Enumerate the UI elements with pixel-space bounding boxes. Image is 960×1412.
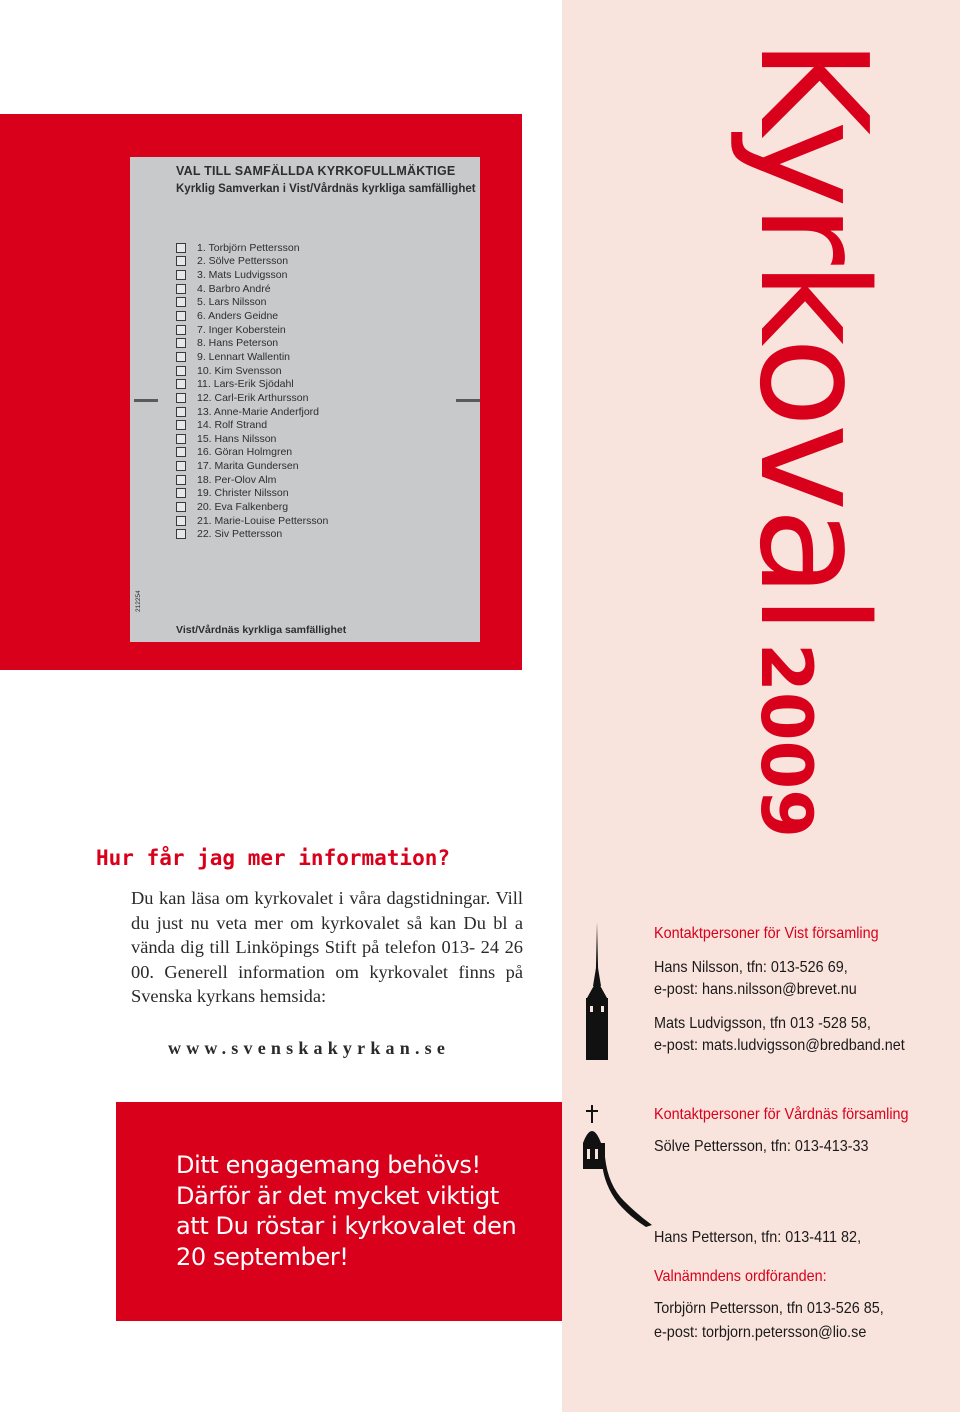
candidate-item: 3. Mats Ludvigsson xyxy=(176,268,328,282)
checkbox-icon xyxy=(176,420,186,430)
ballot-code: 212254 xyxy=(135,590,142,612)
checkbox-icon xyxy=(176,434,186,444)
candidate-item: 4. Barbro André xyxy=(176,282,328,296)
candidate-item: 20. Eva Falkenberg xyxy=(176,500,328,514)
vist-contact-2-email[interactable]: e-post: mats.ludvigsson@bredband.net xyxy=(654,1037,905,1054)
checkbox-icon xyxy=(176,366,186,376)
candidate-item: 19. Christer Nilsson xyxy=(176,487,328,501)
checkbox-icon xyxy=(176,311,186,321)
ballot-footer: Vist/Vårdnäs kyrkliga samfällighet xyxy=(176,624,347,636)
candidate-item: 22. Siv Pettersson xyxy=(176,527,328,541)
ballot-paper xyxy=(130,157,480,642)
candidate-item: 14. Rolf Strand xyxy=(176,418,328,432)
candidate-item: 13. Anne-Marie Anderfjord xyxy=(176,405,328,419)
candidate-item: 2. Sölve Pettersson xyxy=(176,255,328,269)
checkbox-icon xyxy=(176,256,186,266)
fold-mark-left xyxy=(134,399,158,402)
info-body: Du kan läsa om kyrkovalet i våra dagstidningar. Vill du just nu veta mer om kyrkovalet så kan Du bl a vända dig till Linköpings Stift på telefon 013- 24 26 00. Generell information om kyrkovalet finns på Svenska kyrkans hemsida: xyxy=(131,888,523,1007)
candidate-item: 17. Marita Gundersen xyxy=(176,459,328,473)
checkbox-icon xyxy=(176,338,186,348)
candidate-item: 15. Hans Nilsson xyxy=(176,432,328,446)
vardnas-contact-1: Sölve Pettersson, tfn: 013-413-33 xyxy=(654,1138,869,1155)
website-link[interactable]: www.svenskakyrkan.se xyxy=(168,1038,451,1058)
title-year: 2009 xyxy=(745,643,827,838)
appeal-text xyxy=(176,1150,556,1272)
appeal-line: att Du röstar i kyrkovalet den xyxy=(176,1212,517,1240)
candidate-item: 11. Lars-Erik Sjödahl xyxy=(176,377,328,391)
ballot-title: VAL TILL SAMFÄLLDA KYRKOFULLMÄKTIGE xyxy=(176,164,456,178)
candidate-item: 1. Torbjörn Pettersson xyxy=(176,241,328,255)
chair-phone: Torbjörn Pettersson, tfn 013-526 85, xyxy=(654,1300,884,1317)
candidate-list xyxy=(176,241,328,541)
vist-contact-1-email[interactable]: e-post: hans.nilsson@brevet.nu xyxy=(654,981,857,998)
vist-contact-1-phone: Hans Nilsson, tfn: 013-526 69, xyxy=(654,959,848,976)
checkbox-icon xyxy=(176,393,186,403)
candidate-item: 16. Göran Holmgren xyxy=(176,446,328,460)
checkbox-icon xyxy=(176,475,186,485)
candidate-item: 18. Per-Olov Alm xyxy=(176,473,328,487)
checkbox-icon xyxy=(176,284,186,294)
candidate-item: 12. Carl-Erik Arthursson xyxy=(176,391,328,405)
checkbox-icon xyxy=(176,270,186,280)
checkbox-icon xyxy=(176,502,186,512)
candidate-item: 9. Lennart Wallentin xyxy=(176,350,328,364)
vardnas-contact-2: Hans Petterson, tfn: 013-411 82, xyxy=(654,1229,862,1246)
info-heading: Hur får jag mer information? xyxy=(96,846,451,870)
checkbox-icon xyxy=(176,516,186,526)
appeal-box xyxy=(116,1102,562,1321)
candidate-item: 10. Kim Svensson xyxy=(176,364,328,378)
vardnas-contacts-heading: Kontaktpersoner för Vårdnäs församling xyxy=(654,1106,909,1123)
chair-heading: Valnämndens ordföranden: xyxy=(654,1268,827,1285)
candidate-item: 7. Inger Koberstein xyxy=(176,323,328,337)
candidate-item: 8. Hans Peterson xyxy=(176,336,328,350)
checkbox-icon xyxy=(176,325,186,335)
chair-email[interactable]: e-post: torbjorn.petersson@lio.se xyxy=(654,1324,867,1341)
church-tower-icon xyxy=(580,1105,656,1227)
vist-contact-2-phone: Mats Ludvigsson, tfn 013 -528 58, xyxy=(654,1015,871,1032)
checkbox-icon xyxy=(176,297,186,307)
checkbox-icon xyxy=(176,488,186,498)
appeal-line: 20 september! xyxy=(176,1242,349,1271)
candidate-item: 5. Lars Nilsson xyxy=(176,296,328,310)
checkbox-icon xyxy=(176,529,186,539)
title-word: Kyrkoval xyxy=(727,38,899,632)
candidate-item: 21. Marie-Louise Pettersson xyxy=(176,514,328,528)
ballot-subtitle: Kyrklig Samverkan i Vist/Vårdnäs kyrkliga samfällighet xyxy=(176,183,476,195)
checkbox-icon xyxy=(176,352,186,362)
appeal-line: Därför är det mycket viktigt xyxy=(176,1181,499,1210)
fold-mark-right xyxy=(456,399,480,402)
checkbox-icon xyxy=(176,379,186,389)
checkbox-icon xyxy=(176,447,186,457)
candidate-item: 6. Anders Geidne xyxy=(176,309,328,323)
vist-contacts-heading: Kontaktpersoner för Vist församling xyxy=(654,925,879,942)
checkbox-icon xyxy=(176,461,186,471)
appeal-line: Ditt engagemang behövs! xyxy=(176,1151,481,1179)
church-spire-icon xyxy=(585,922,609,1060)
checkbox-icon xyxy=(176,243,186,253)
checkbox-icon xyxy=(176,407,186,417)
